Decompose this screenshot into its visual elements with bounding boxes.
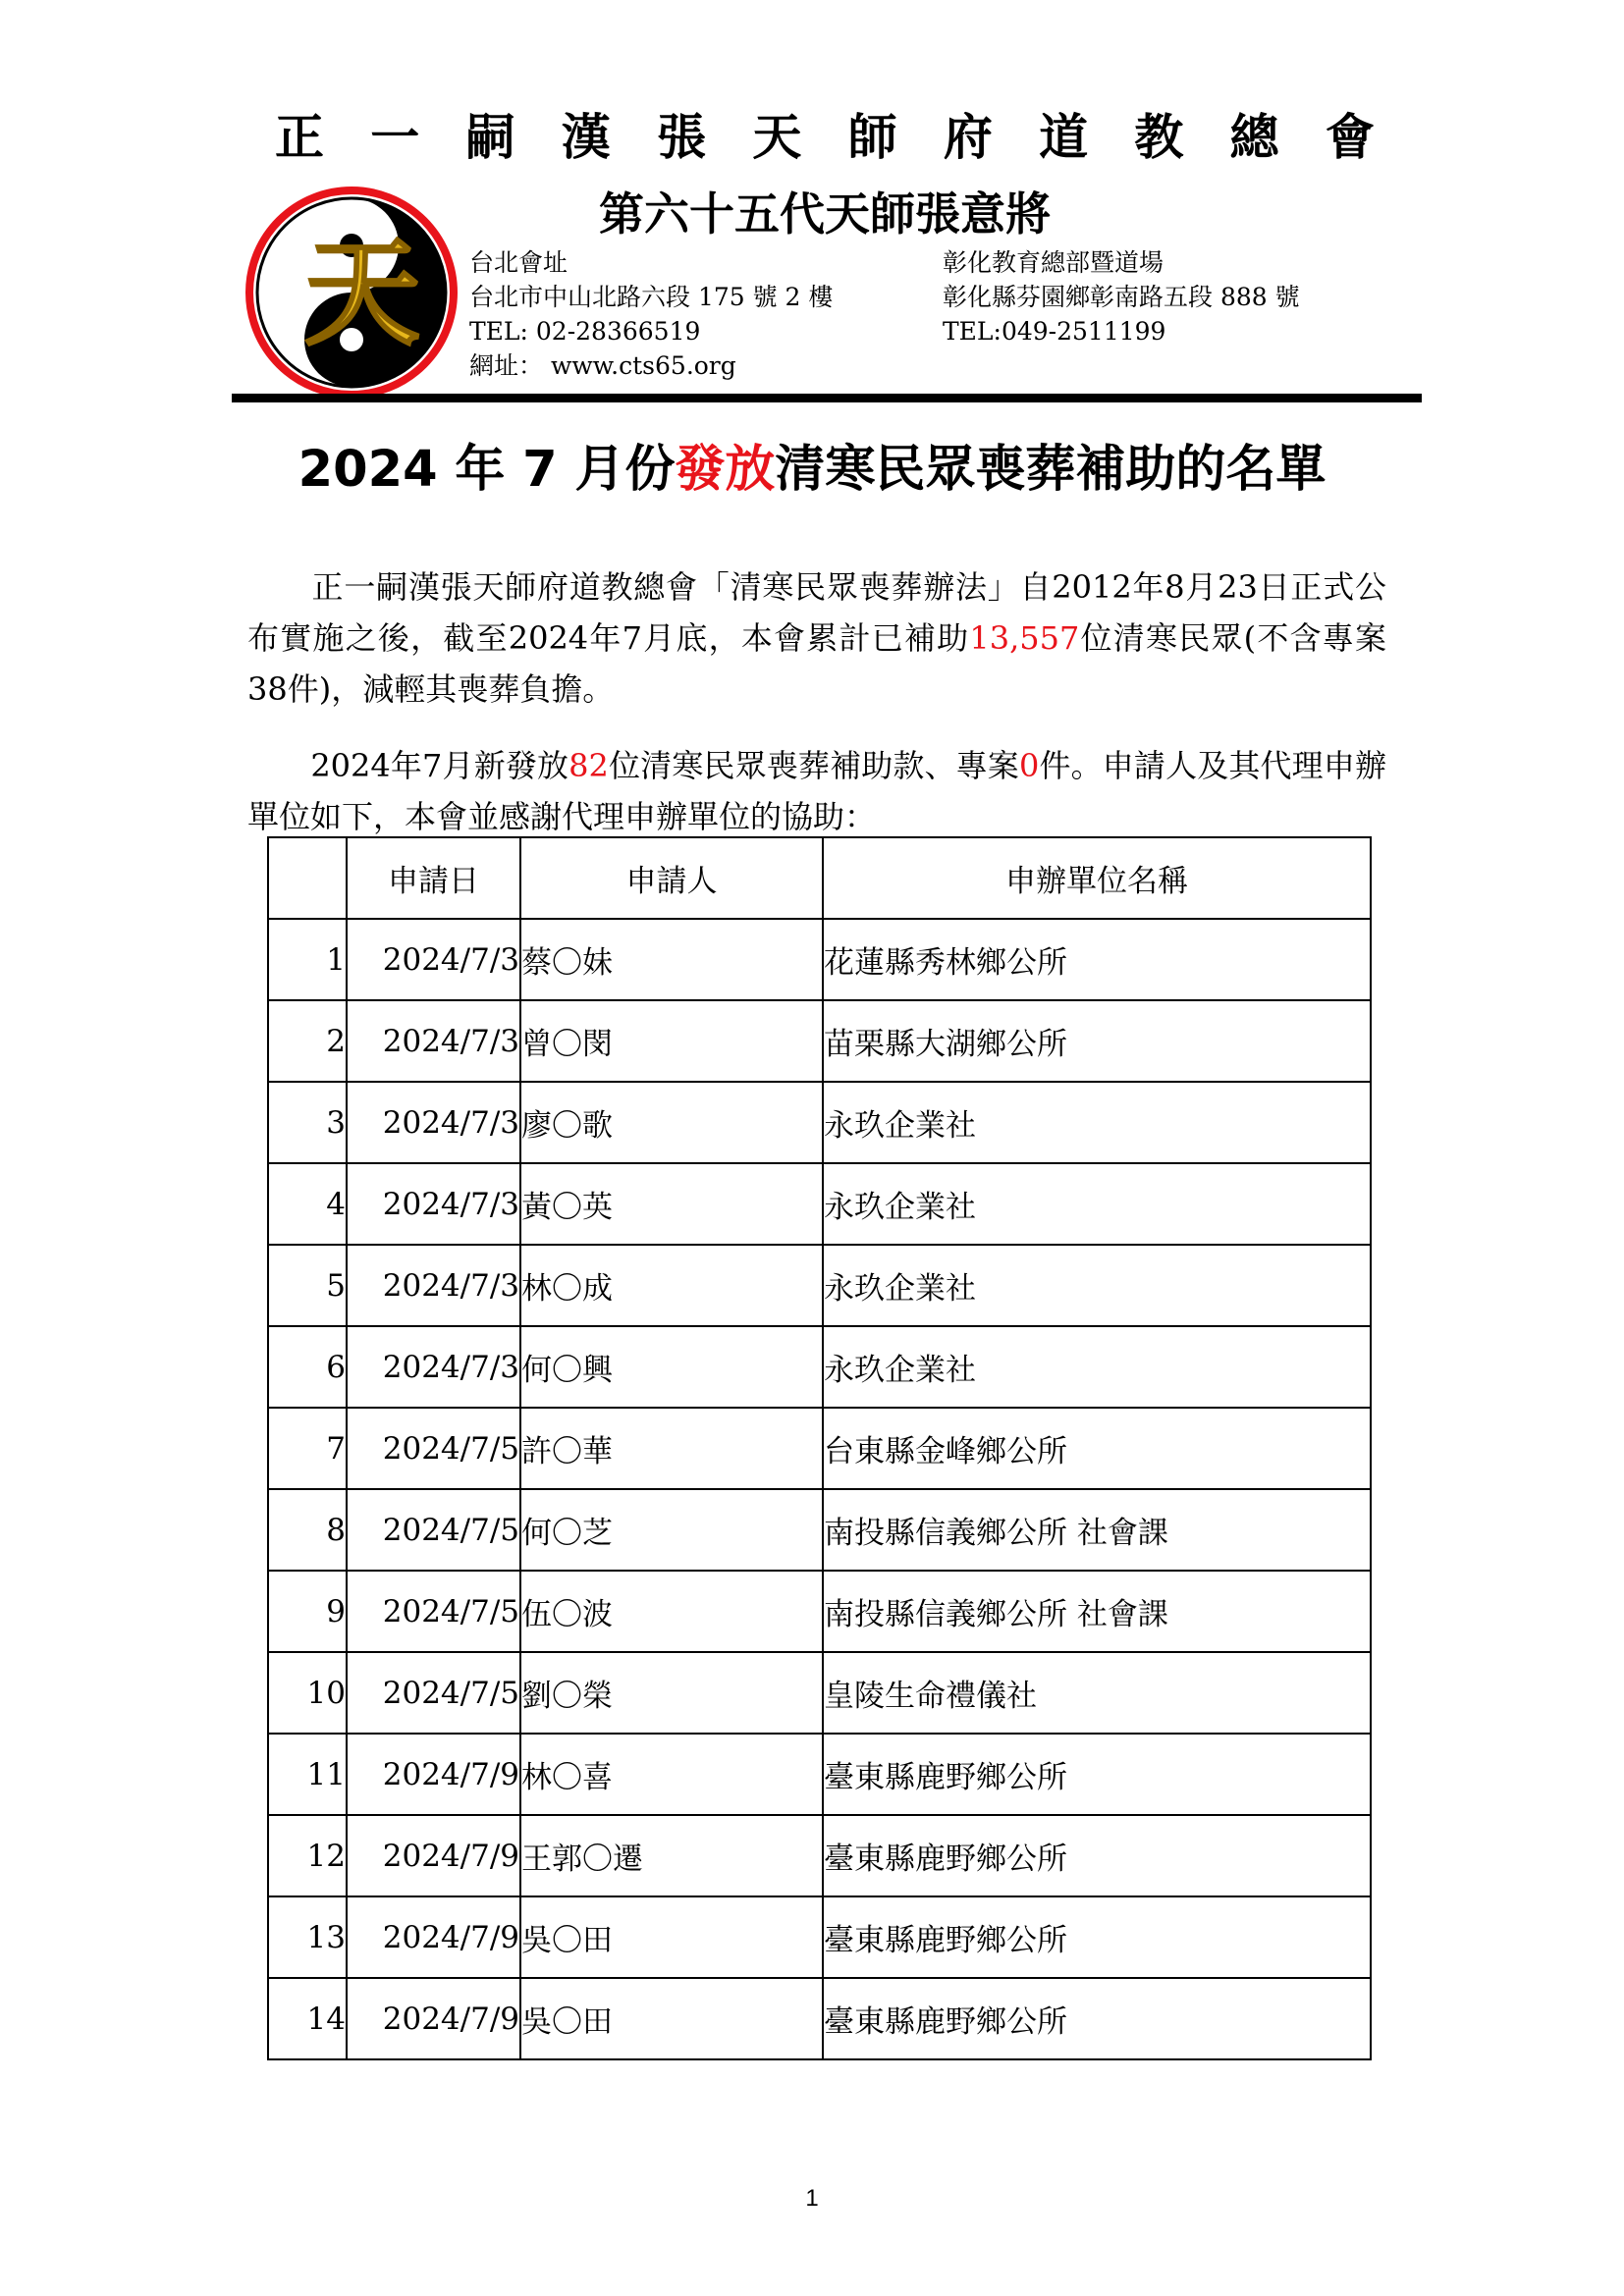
row-number: 8 bbox=[268, 1489, 347, 1571]
table-row bbox=[268, 1163, 1371, 1245]
org-name-char: 師 bbox=[847, 108, 897, 166]
taipei-address: 台北市中山北路六段 175 號 2 樓 bbox=[469, 283, 834, 311]
row-number: 9 bbox=[268, 1571, 347, 1652]
applicant-name: 林〇成 bbox=[520, 1245, 823, 1326]
agency-name: 臺東縣鹿野鄉公所 bbox=[823, 1734, 1371, 1815]
org-name-char: 天 bbox=[752, 108, 802, 166]
application-date: 2024/7/3 bbox=[347, 1163, 520, 1245]
table-row bbox=[268, 1652, 1371, 1734]
applicant-name: 伍〇波 bbox=[520, 1571, 823, 1652]
org-name-char: 道 bbox=[1039, 108, 1089, 166]
agency-name: 南投縣信義鄉公所 社會課 bbox=[823, 1571, 1371, 1652]
header-date: 申請日 bbox=[347, 837, 520, 919]
monthly-paragraph: 2024年7月新發放82位清寒民眾喪葬補助款、專案0件。申請人及其代理申辦單位如下，本會並感謝代理申辦單位的協助： bbox=[247, 747, 1386, 835]
application-date: 2024/7/9 bbox=[347, 1896, 520, 1978]
application-date: 2024/7/3 bbox=[347, 919, 520, 1000]
organization-name bbox=[275, 106, 1375, 169]
application-date: 2024/7/3 bbox=[347, 1082, 520, 1163]
table-row bbox=[268, 1408, 1371, 1489]
page-number: 1 bbox=[805, 2185, 819, 2212]
yin-yang-logo-icon bbox=[245, 187, 458, 399]
application-date: 2024/7/9 bbox=[347, 1978, 520, 2059]
intro-paragraph: 正一嗣漢張天師府道教總會「清寒民眾喪葬辦法」自2012年8月23日正式公布實施之後，截至2024年7月底，本會累計已補助13,557位清寒民眾(不含專案38件)，減輕其喪葬負擔。 bbox=[247, 568, 1386, 708]
agency-name: 南投縣信義鄉公所 社會課 bbox=[823, 1489, 1371, 1571]
changhua-phone: TEL:049-2511199 bbox=[943, 317, 1166, 346]
application-date: 2024/7/3 bbox=[347, 1245, 520, 1326]
header-unit: 申辦單位名稱 bbox=[823, 837, 1371, 919]
header-no bbox=[268, 837, 347, 919]
agency-name: 皇陵生命禮儀社 bbox=[823, 1652, 1371, 1734]
agency-name: 臺東縣鹿野鄉公所 bbox=[823, 1815, 1371, 1896]
org-name-char: 漢 bbox=[561, 108, 611, 166]
agency-name: 台東縣金峰鄉公所 bbox=[823, 1408, 1371, 1489]
row-number: 3 bbox=[268, 1082, 347, 1163]
title-highlight: 發放 bbox=[675, 441, 776, 499]
row-number: 2 bbox=[268, 1000, 347, 1082]
applicant-name: 林〇喜 bbox=[520, 1734, 823, 1815]
application-date: 2024/7/5 bbox=[347, 1489, 520, 1571]
agency-name: 臺東縣鹿野鄉公所 bbox=[823, 1978, 1371, 2059]
agency-name: 永玖企業社 bbox=[823, 1326, 1371, 1408]
row-number: 1 bbox=[268, 919, 347, 1000]
agency-name: 臺東縣鹿野鄉公所 bbox=[823, 1896, 1371, 1978]
org-name-char: 會 bbox=[1325, 108, 1375, 166]
recipient-table bbox=[267, 836, 1372, 2060]
title-prefix: 2024 年 7 月份 bbox=[298, 441, 676, 499]
org-name-char: 府 bbox=[943, 108, 993, 166]
table-row bbox=[268, 1734, 1371, 1815]
table-row bbox=[268, 1082, 1371, 1163]
agency-name: 永玖企業社 bbox=[823, 1163, 1371, 1245]
agency-name: 永玖企業社 bbox=[823, 1082, 1371, 1163]
agency-name: 苗栗縣大湖鄉公所 bbox=[823, 1000, 1371, 1082]
application-date: 2024/7/5 bbox=[347, 1571, 520, 1652]
applicant-name: 吳〇田 bbox=[520, 1978, 823, 2059]
website: 網址： www.cts65.org bbox=[469, 351, 736, 380]
table-header-row bbox=[268, 837, 1371, 919]
applicant-name: 黃〇英 bbox=[520, 1163, 823, 1245]
table-row bbox=[268, 1245, 1371, 1326]
table-row bbox=[268, 1978, 1371, 2059]
row-number: 5 bbox=[268, 1245, 347, 1326]
application-date: 2024/7/3 bbox=[347, 1326, 520, 1408]
application-date: 2024/7/5 bbox=[347, 1652, 520, 1734]
org-name-char: 總 bbox=[1229, 108, 1279, 166]
applicant-name: 曾〇閔 bbox=[520, 1000, 823, 1082]
header-divider bbox=[232, 394, 1422, 402]
table-row bbox=[268, 1896, 1371, 1978]
title-suffix: 清寒民眾喪葬補助的名單 bbox=[775, 441, 1326, 499]
table-row bbox=[268, 1326, 1371, 1408]
changhua-label: 彰化教育總部暨道場 bbox=[943, 248, 1164, 277]
row-number: 7 bbox=[268, 1408, 347, 1489]
org-name-char: 一 bbox=[370, 108, 420, 166]
row-number: 13 bbox=[268, 1896, 347, 1978]
monthly-count: 82 bbox=[568, 747, 609, 784]
application-date: 2024/7/9 bbox=[347, 1815, 520, 1896]
header-applicant: 申請人 bbox=[520, 837, 823, 919]
master-title: 第六十五代天師張意將 bbox=[599, 187, 1051, 240]
table-row bbox=[268, 919, 1371, 1000]
row-number: 14 bbox=[268, 1978, 347, 2059]
row-number: 11 bbox=[268, 1734, 347, 1815]
org-name-char: 正 bbox=[275, 108, 324, 166]
taipei-phone: TEL: 02-28366519 bbox=[469, 317, 701, 346]
applicant-name: 廖〇歌 bbox=[520, 1082, 823, 1163]
org-name-char: 張 bbox=[657, 108, 707, 166]
org-name-char: 教 bbox=[1134, 108, 1184, 166]
logo-glyph: 天 bbox=[304, 225, 421, 361]
org-name-char: 嗣 bbox=[465, 108, 515, 166]
row-number: 10 bbox=[268, 1652, 347, 1734]
applicant-name: 許〇華 bbox=[520, 1408, 823, 1489]
taipei-label: 台北會址 bbox=[469, 248, 568, 277]
applicant-name: 吳〇田 bbox=[520, 1896, 823, 1978]
changhua-address: 彰化縣芬園鄉彰南路五段 888 號 bbox=[943, 283, 1300, 311]
row-number: 6 bbox=[268, 1326, 347, 1408]
taipei-address-block bbox=[469, 245, 833, 383]
row-number: 12 bbox=[268, 1815, 347, 1896]
applicant-name: 何〇芝 bbox=[520, 1489, 823, 1571]
document-title bbox=[0, 436, 1624, 505]
applicant-name: 劉〇榮 bbox=[520, 1652, 823, 1734]
table-row bbox=[268, 1815, 1371, 1896]
application-date: 2024/7/3 bbox=[347, 1000, 520, 1082]
agency-name: 花蓮縣秀林鄉公所 bbox=[823, 919, 1371, 1000]
project-count: 0 bbox=[1018, 747, 1040, 784]
row-number: 4 bbox=[268, 1163, 347, 1245]
applicant-name: 王郭〇遷 bbox=[520, 1815, 823, 1896]
table-row bbox=[268, 1571, 1371, 1652]
applicant-name: 蔡〇妹 bbox=[520, 919, 823, 1000]
changhua-address-block bbox=[943, 245, 1300, 348]
applicant-name: 何〇興 bbox=[520, 1326, 823, 1408]
agency-name: 永玖企業社 bbox=[823, 1245, 1371, 1326]
application-date: 2024/7/9 bbox=[347, 1734, 520, 1815]
cumulative-count: 13,557 bbox=[969, 619, 1080, 657]
table-row bbox=[268, 1000, 1371, 1082]
application-date: 2024/7/5 bbox=[347, 1408, 520, 1489]
table-row bbox=[268, 1489, 1371, 1571]
